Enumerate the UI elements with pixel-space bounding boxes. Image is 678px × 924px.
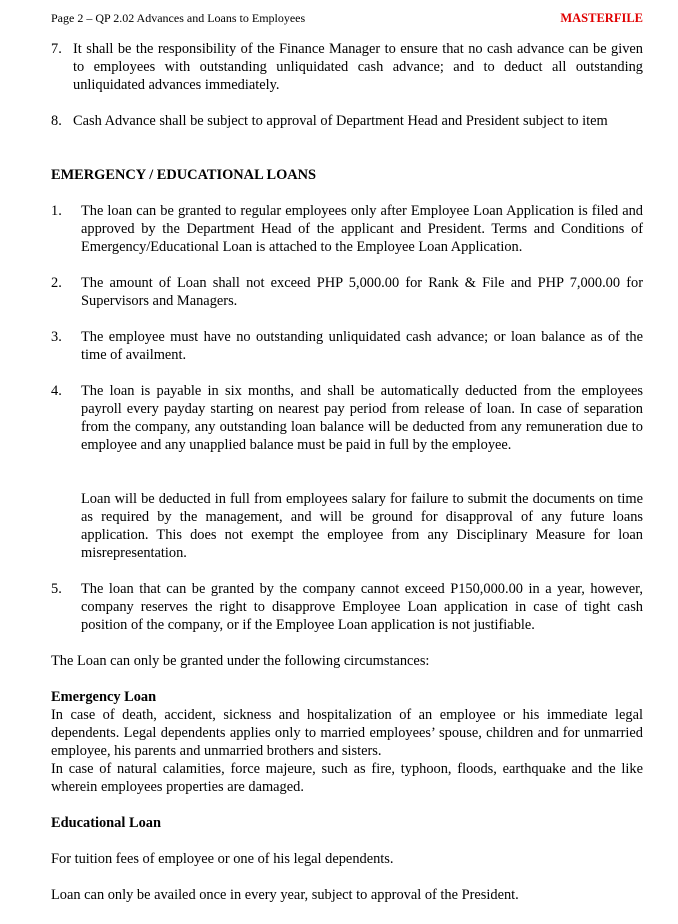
list-item — [51, 328, 643, 364]
item-number: 3. — [51, 329, 62, 345]
item-number: 2. — [51, 275, 62, 291]
list-item-continuation — [51, 490, 643, 562]
header-title: Page 2 – QP 2.02 Advances and Loans to Employees — [51, 11, 306, 25]
emergency-loan-title: Emergency Loan — [51, 689, 157, 705]
emergency-loan-paragraph: In case of natural calamities, force majeure, such as fire, typhoon, floods, earthquake and the like wherein employees properties are damaged. — [51, 761, 643, 795]
list-item — [51, 112, 643, 130]
item-number: 4. — [51, 383, 62, 399]
list-item — [51, 382, 643, 472]
item-number: 1. — [51, 203, 62, 219]
item-number: 5. — [51, 581, 62, 597]
section-heading: EMERGENCY / EDUCATIONAL LOANS — [51, 167, 317, 183]
list-item — [51, 202, 643, 256]
item-text: The loan can be granted to regular employees only after Employee Loan Application is filed and approved by the Department Head of the applicant and President. Terms and Conditions of Emergency/Educational Loan is attached to the Employee Loan Application. — [81, 203, 643, 255]
item-number: 8. — [51, 113, 62, 129]
item-text: The employee must have no outstanding unliquidated cash advance; or loan balance as of the time of availment. — [81, 329, 643, 363]
educational-loan-title: Educational Loan — [51, 815, 161, 831]
item-text: Loan will be deducted in full from employees salary for failure to submit the documents on time as required by the management, and will be ground for disapproval of any future loans application. This does not exempt the employee from any Disciplinary Measure for loan misrepresentation. — [81, 491, 643, 561]
item-text: The amount of Loan shall not exceed PHP 5,000.00 for Rank & File and PHP 7,000.00 for Supervisors and Managers. — [81, 275, 643, 309]
list-item — [51, 274, 643, 310]
list-item — [51, 40, 643, 94]
item-text: The loan that can be granted by the company cannot exceed P150,000.00 in a year, however, company reserves the right to disapprove Employee Loan application in case of tight cash position of the company, or if the Employee Loan application is not justifiable. — [81, 581, 643, 633]
emergency-loan-paragraph: In case of death, accident, sickness and hospitalization of an employee or his immediate legal dependents. Legal dependents applies only to married employees’ spouse, children and for unmarried employee, his parents and unmarried brothers and sisters. — [51, 707, 643, 759]
header-masterfile-label: MASTERFILE — [560, 11, 643, 25]
item-text: Cash Advance shall be subject to approval of Department Head and President subject to item — [73, 113, 608, 129]
list-item — [51, 580, 643, 634]
item-text: The loan is payable in six months, and shall be automatically deducted from the employees payroll every payday starting on nearest pay period from release of loan. In case of separation from the company, any outstanding loan balance will be deducted from any remuneration due to employee and any unapplied balance must be paid in full by the employee. — [81, 383, 643, 453]
educational-loan-paragraph: Loan can only be availed once in every year, subject to approval of the President. — [51, 887, 519, 903]
item-number: 7. — [51, 41, 62, 57]
circumstances-intro: The Loan can only be granted under the following circumstances: — [51, 653, 430, 669]
item-text: It shall be the responsibility of the Finance Manager to ensure that no cash advance can be given to employees with outstanding unliquidated cash advance; and to deduct all outstanding unliquidated advances immediately. — [73, 41, 643, 93]
educational-loan-paragraph: For tuition fees of employee or one of his legal dependents. — [51, 851, 394, 867]
page-header — [51, 10, 643, 26]
